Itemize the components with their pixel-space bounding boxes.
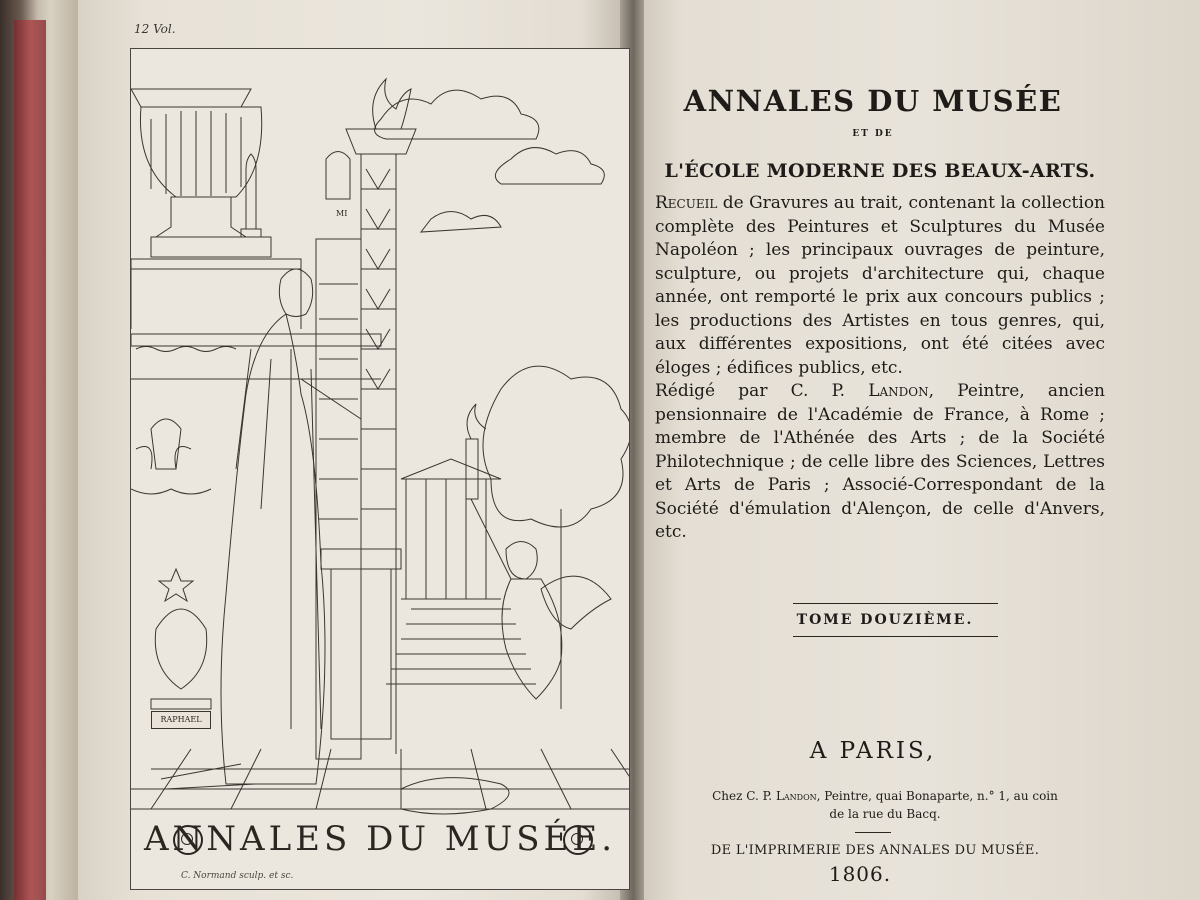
volume-label: 12 Vol. — [134, 22, 176, 36]
pillar-label: MI — [336, 209, 348, 218]
tome-rule-top — [793, 603, 998, 604]
right-seal-ornament — [563, 825, 593, 855]
redige-body: , Peintre, ancien pensionnaire de l'Académie de France, à Rome ; membre de l'Athénée des Arts ; de la Société Philotechnique ; de celle libre des Sciences, Lettres et Arts de Paris ; Associé-Correspondant de la Société d'émulation d'Alençon, de celle d'Anvers, etc. — [655, 381, 1105, 542]
redige-name: Landon — [868, 381, 929, 401]
book-title: ANNALES DU MUSÉE — [683, 84, 1063, 118]
publisher-address — [665, 787, 1105, 823]
title-conjunction: ET DE — [852, 129, 894, 139]
publisher-name: Landon — [775, 789, 817, 803]
publication-year: 1806. — [828, 862, 892, 886]
engraver-credit: C. Normand sculp. et sc. — [181, 871, 294, 881]
plate-caption: ANNALES DU MUSÉE. — [143, 819, 617, 859]
recueil-paragraph — [655, 192, 1105, 380]
publisher-lead: Chez C. P. — [712, 789, 776, 803]
recueil-lead: Recueil — [655, 193, 718, 213]
tome-label: TOME DOUZIÈME. — [796, 612, 974, 628]
book-subtitle: L'ÉCOLE MODERNE DES BEAUX-ARTS. — [664, 160, 1096, 182]
frontispiece-plate — [130, 48, 630, 890]
redige-paragraph — [655, 380, 1105, 545]
publisher-line-2: de la rue du Bacq. — [829, 807, 941, 821]
red-cover-binding — [14, 20, 46, 900]
tome-rule-bottom — [793, 636, 998, 637]
title-page-description — [655, 192, 1105, 545]
publisher-line-1-rest: , Peintre, quai Bonaparte, n.° 1, au coin — [816, 789, 1058, 803]
publication-city: A PARIS, — [809, 738, 937, 764]
engraving-illustration — [131, 49, 629, 889]
redige-lead: Rédigé par C. P. — [655, 381, 869, 401]
short-divider — [855, 832, 891, 833]
publisher-line-1 — [665, 787, 1105, 805]
recueil-body: de Gravures au trait, contenant la collection complète des Peintures et Sculptures du Musée Napoléon ; les principaux ouvrages de peinture, sculpture, ou projets d'architecture qui, chaque année, ont remporté le prix aux concours publics ; les productions des Artistes en tous genres, qui, aux différentes expositions, ont été citées avec éloges ; édifices publics, etc. — [655, 193, 1105, 378]
printer-line: DE L'IMPRIMERIE DES ANNALES DU MUSÉE. — [710, 843, 1040, 858]
bust-label: RAPHAEL — [151, 711, 211, 729]
